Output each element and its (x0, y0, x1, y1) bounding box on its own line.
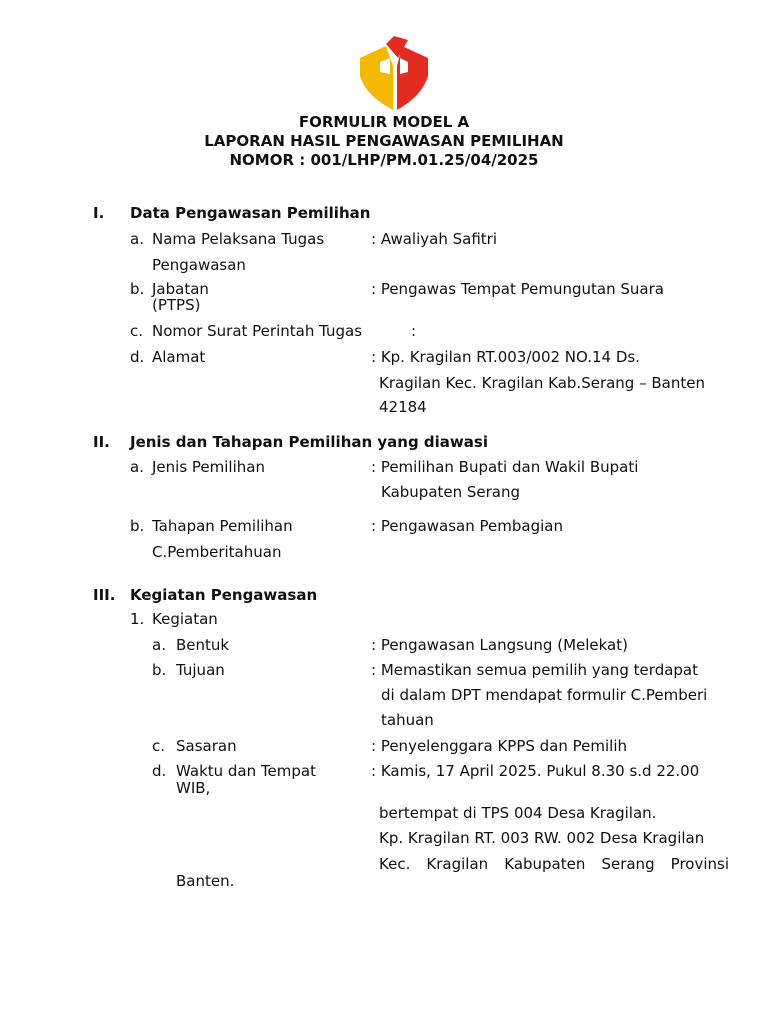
s1-b-label: Jabatan (152, 280, 209, 298)
section2-heading: Jenis dan Tahapan Pemilihan yang diawasi (130, 433, 488, 451)
s3-b-letter: b. (152, 661, 167, 679)
section1-heading: Data Pengawasan Pemilihan (130, 204, 371, 222)
logo-right-shape (397, 46, 428, 110)
s3-c-label: Sasaran (176, 737, 237, 755)
section3-heading: Kegiatan Pengawasan (130, 586, 318, 604)
s1-c-value: : (411, 322, 417, 340)
s3-c-letter: c. (152, 737, 166, 755)
s2-b-letter: b. (130, 517, 145, 535)
s2-b-label2: C.Pemberitahuan (152, 543, 282, 561)
s1-d-value: : Kp. Kragilan RT.003/002 NO.14 Ds. (371, 348, 640, 366)
s3-b-value3: tahuan (381, 711, 434, 729)
s3-sub-label: Kegiatan (152, 610, 218, 628)
s1-a-label: Nama Pelaksana Tugas (152, 230, 325, 248)
s3-sub-num: 1. (130, 610, 145, 628)
s1-b-letter: b. (130, 280, 145, 298)
form-title: FORMULIR MODEL A (298, 113, 470, 131)
section2-num: II. (93, 433, 110, 451)
s3-b-value: : Memastikan semua pemilih yang terdapat (371, 661, 698, 679)
s3-d-value: : Kamis, 17 April 2025. Pukul 8.30 s.d 22.00 (371, 762, 700, 780)
s2-b-value: : Pengawasan Pembagian (371, 517, 563, 535)
s1-a-letter: a. (130, 230, 144, 248)
s1-a-value: : Awaliyah Safitri (371, 230, 497, 248)
s3-d-label2: WIB, (176, 779, 211, 797)
s3-b-value2: di dalam DPT mendapat formulir C.Pemberi (381, 686, 708, 704)
s1-a-label2: Pengawasan (152, 256, 246, 274)
section1-num: I. (93, 204, 105, 222)
s1-d-letter: d. (130, 348, 145, 366)
s1-b-value: : Pengawas Tempat Pemungutan Suara (371, 280, 664, 298)
s3-d-value4: Kec. Kragilan Kabupaten Serang Provinsi (379, 855, 729, 873)
s3-d-value3: Kp. Kragilan RT. 003 RW. 002 Desa Kragilan (379, 829, 705, 847)
s3-a-label: Bentuk (176, 636, 230, 654)
s2-a-value: : Pemilihan Bupati dan Wakil Bupati (371, 458, 639, 476)
s3-a-value: : Pengawasan Langsung (Melekat) (371, 636, 628, 654)
bawaslu-logo (356, 36, 432, 110)
s1-c-label: Nomor Surat Perintah Tugas (152, 322, 363, 340)
s3-b-label: Tujuan (176, 661, 225, 679)
s3-d-label: Waktu dan Tempat (176, 762, 316, 780)
report-number: NOMOR : 001/LHP/PM.01.25/04/2025 (229, 151, 539, 169)
s3-a-letter: a. (152, 636, 166, 654)
s3-d-value5: Banten. (176, 872, 235, 890)
section3-num: III. (93, 586, 116, 604)
s1-d-label: Alamat (152, 348, 206, 366)
s1-b-label2: (PTPS) (152, 296, 201, 314)
s2-a-letter: a. (130, 458, 144, 476)
s1-c-letter: c. (130, 322, 144, 340)
s2-a-label: Jenis Pemilihan (152, 458, 265, 476)
report-title: LAPORAN HASIL PENGAWASAN PEMILIHAN (204, 132, 564, 150)
s1-d-value2: Kragilan Kec. Kragilan Kab.Serang – Banten (379, 374, 705, 392)
s3-d-letter: d. (152, 762, 167, 780)
logo-left-shape (360, 46, 393, 110)
s2-b-label: Tahapan Pemilihan (152, 517, 293, 535)
s2-a-value2: Kabupaten Serang (381, 483, 521, 501)
s1-d-value3: 42184 (379, 398, 427, 416)
s3-d-value2: bertempat di TPS 004 Desa Kragilan. (379, 804, 657, 822)
s3-c-value: : Penyelenggara KPPS dan Pemilih (371, 737, 628, 755)
